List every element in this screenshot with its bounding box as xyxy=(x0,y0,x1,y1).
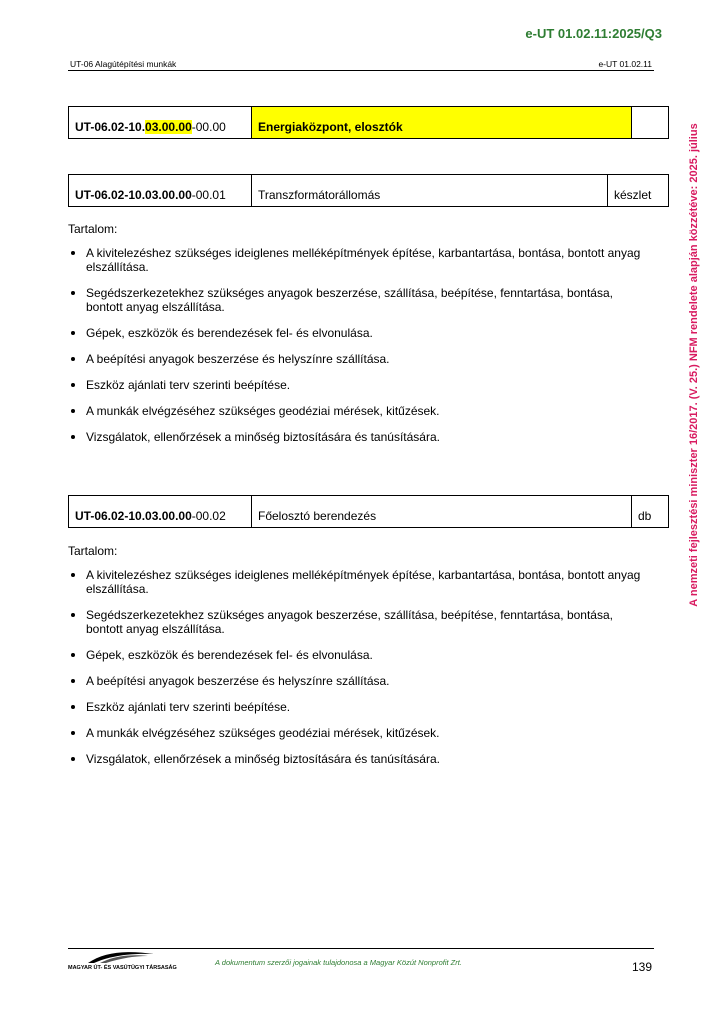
main-item-title: Energiaközpont, elosztók xyxy=(252,107,632,139)
highlighted-code-segment: 03.00.00 xyxy=(145,120,192,134)
road-swoosh-icon xyxy=(86,950,156,964)
list-item: A beépítési anyagok beszerzése és helyszínre szállítása. xyxy=(68,674,653,688)
item-code: UT-06.02-10.03.00.00-00.02 xyxy=(69,496,252,528)
main-item-code: UT-06.02-10.03.00.00-00.00 xyxy=(69,107,252,139)
item-content xyxy=(68,222,653,456)
publication-side-note xyxy=(684,100,704,630)
list-item: A munkák elvégzéséhez szükséges geodéziai mérések, kitűzések. xyxy=(68,404,653,418)
document-reference: e-UT 01.02.11 xyxy=(598,59,652,69)
item-title: Főelosztó berendezés xyxy=(252,496,632,528)
content-list xyxy=(68,246,653,444)
item-unit: készlet xyxy=(608,175,669,207)
item-unit: db xyxy=(632,496,669,528)
content-list xyxy=(68,568,653,766)
list-item: Eszköz ajánlati terv szerinti beépítése. xyxy=(68,700,653,714)
list-item: Gépek, eszközök és berendezések fel- és elvonulása. xyxy=(68,648,653,662)
list-item: Segédszerkezetekhez szükséges anyagok beszerzése, szállítása, beépítése, fenntartása, bontása, bontott anyag elszállítása. xyxy=(68,286,653,314)
list-item: A kivitelezéshez szükséges ideiglenes melléképítmények építése, karbantartása, bontása, bontott anyag elszállítása. xyxy=(68,568,653,596)
item-table xyxy=(68,495,669,528)
list-item: A kivitelezéshez szükséges ideiglenes melléképítmények építése, karbantartása, bontása, bontott anyag elszállítása. xyxy=(68,246,653,274)
page-number: 139 xyxy=(631,960,652,974)
list-item: Vizsgálatok, ellenőrzések a minőség biztosítására és tanúsítására. xyxy=(68,752,653,766)
footer-divider xyxy=(68,948,654,949)
copyright-note: A dokumentum szerzői jogainak tulajdonosa a Magyar Közút Nonprofit Zrt. xyxy=(215,958,462,967)
list-item: Eszköz ajánlati terv szerinti beépítése. xyxy=(68,378,653,392)
content-caption: Tartalom: xyxy=(68,222,118,236)
list-item: Vizsgálatok, ellenőrzések a minőség biztosítására és tanúsítására. xyxy=(68,430,653,444)
list-item: A munkák elvégzéséhez szükséges geodéziai mérések, kitűzések. xyxy=(68,726,653,740)
company-logo xyxy=(68,950,178,974)
main-item-unit xyxy=(632,107,669,139)
list-item: Gépek, eszközök és berendezések fel- és elvonulása. xyxy=(68,326,653,340)
item-code: UT-06.02-10.03.00.00-00.01 xyxy=(69,175,252,207)
item-content xyxy=(68,544,653,778)
header-divider xyxy=(68,70,654,71)
main-item-table xyxy=(68,106,669,139)
list-item: Segédszerkezetekhez szükséges anyagok beszerzése, szállítása, beépítése, fenntartása, bontása, bontott anyag elszállítása. xyxy=(68,608,653,636)
item-title: Transzformátorállomás xyxy=(252,175,608,207)
section-title: UT-06 Alagútépítési munkák xyxy=(70,59,177,69)
logo-text: MAGYAR ÚT- ÉS VASÚTÜGYI TÁRSASÁG xyxy=(68,965,177,971)
list-item: A beépítési anyagok beszerzése és helyszínre szállítása. xyxy=(68,352,653,366)
content-caption: Tartalom: xyxy=(68,544,118,558)
document-code: e-UT 01.02.11:2025/Q3 xyxy=(525,26,662,41)
publication-side-note-text: A nemzeti fejlesztési miniszter 16/2017. (V. 25.) NFM rendelete alapján közzétéve: 2025. július xyxy=(688,123,700,607)
item-table xyxy=(68,174,669,207)
